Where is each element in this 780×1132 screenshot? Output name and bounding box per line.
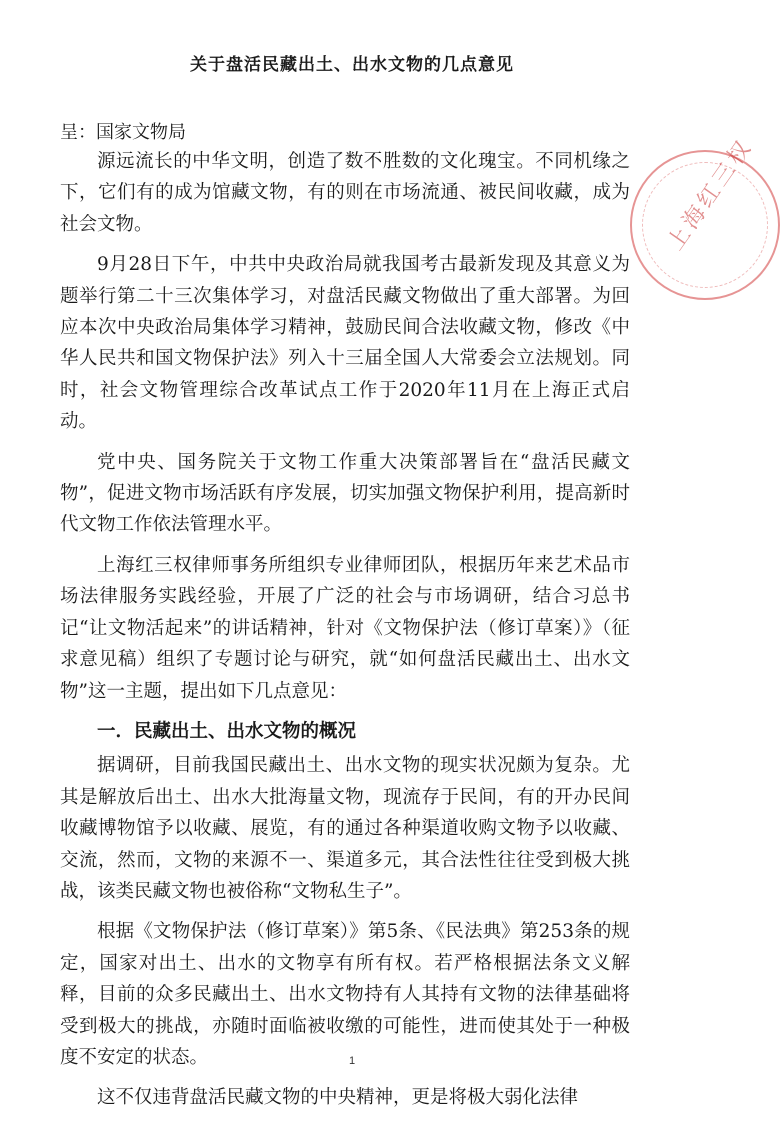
paragraph: 源远流长的中华文明，创造了数不胜数的文化瑰宝。不同机缘之下，它们有的成为馆藏文物，有的则在市场流通、被民间收藏，成为社会文物。 xyxy=(60,151,630,235)
paragraph: 据调研，目前我国民藏出土、出水文物的现实状况颇为复杂。尤其是解放后出土、出水大批海量文物，现流存于民间，有的开办民间收藏博物馆予以收藏、展览，有的通过各种渠道收购文物予以收藏、交流，然而，文物的来源不一、渠道多元，其合法性往往受到极大挑战，该类民藏文物也被俗称“文物私生子”。 xyxy=(60,755,630,902)
paragraph: 9月28日下午，中共中央政治局就我国考古最新发现及其意义为题举行第二十三次集体学习，对盘活民藏文物做出了重大部署。为回应本次中央政治局集体学习精神，鼓励民间合法收藏文物，修改《中华人民共和国文物保护法》列入十三届全国人大常委会立法规划。同时，社会文物管理综合改革试点工作于2020年11月在上海正式启动。 xyxy=(60,254,630,433)
paragraph: 根据《文物保护法（修订草案）》第5条、《民法典》第253条的规定，国家对出土、出水的文物享有所有权。若严格根据法条文义解释，目前的众多民藏出土、出水文物持有人其持有文物的法律基础将受到极大的挑战，亦随时面临被收缴的可能性，进而使其处于一种极度不安定的状态。 xyxy=(60,921,630,1068)
seal-text: 上海红三权 xyxy=(663,134,759,256)
paragraph: 这不仅违背盘活民藏文物的中央精神，更是将极大弱化法律 xyxy=(97,1087,579,1109)
section-heading: 一．民藏出土、出水文物的概况 xyxy=(97,720,357,742)
paragraph: 上海红三权律师事务所组织专业律师团队，根据历年来艺术品市场法律服务实践经验，开展了广泛的社会与市场调研，结合习总书记“让文物活起来”的讲话精神，针对《文物保护法（修订草案）》（征求意见稿）组织了专题讨论与研究，就“如何盘活民藏出土、出水文物”这一主题，提出如下几点意见： xyxy=(60,554,630,702)
page-number: 1 xyxy=(348,1055,356,1067)
recipient-line: 呈：国家文物局 xyxy=(60,122,186,143)
red-seal-stamp xyxy=(630,134,780,300)
document-body xyxy=(60,146,630,1123)
paragraph: 党中央、国务院关于文物工作重大决策部署旨在“盘活民藏文物”，促进文物市场活跃有序发展，切实加强文物保护利用，提高新时代文物工作依法管理水平。 xyxy=(60,451,630,536)
document-title: 关于盘活民藏出土、出水文物的几点意见 xyxy=(190,55,514,75)
